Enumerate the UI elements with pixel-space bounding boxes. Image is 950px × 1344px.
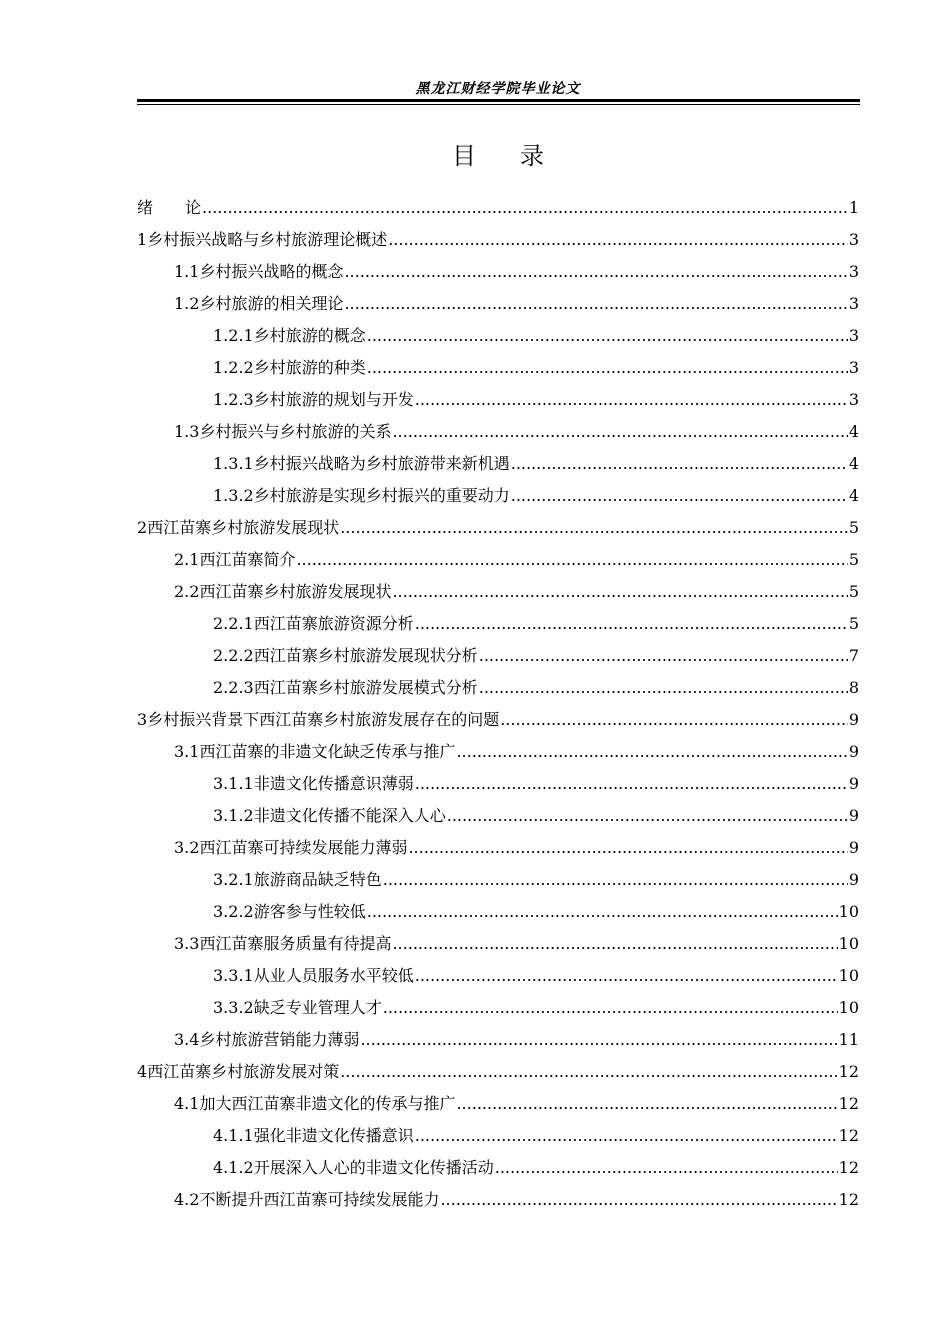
toc-entry[interactable] [137, 480, 859, 512]
toc-entry-label: 游客参与性较低 [253, 902, 366, 921]
toc-dot-leader [392, 928, 837, 960]
running-header: 黑龙江财经学院毕业论文 [415, 81, 581, 97]
toc-entry-label: 非遗文化传播意识薄弱 [253, 774, 414, 793]
toc-dot-leader [202, 192, 848, 224]
toc-entry-page: 4 [848, 486, 859, 505]
toc-dot-leader [456, 736, 847, 768]
toc-entry[interactable] [137, 768, 859, 800]
toc-entry-label: 西江苗寨乡村旅游发展模式分析 [253, 678, 478, 697]
toc-entry-number: 3 [137, 710, 148, 729]
toc-entry-label: 从业人员服务水平较低 [253, 966, 414, 985]
toc-entry-page: 3 [848, 294, 859, 313]
toc-entry-page: 10 [838, 934, 859, 953]
toc-entry[interactable] [137, 896, 859, 928]
toc-entry[interactable] [137, 512, 859, 544]
toc-entry[interactable] [137, 640, 859, 672]
toc-entry[interactable] [137, 384, 859, 416]
toc-entry-label: 西江苗寨可持续发展能力薄弱 [199, 838, 408, 857]
toc-entry-page: 1 [848, 198, 859, 217]
toc-entry-number: 1.2.2 [213, 358, 254, 377]
toc-entry-number: 4 [137, 1062, 148, 1081]
toc-entry-label: 乡村振兴战略与乡村旅游理论概述 [147, 230, 388, 249]
toc-entry-page: 9 [848, 838, 859, 857]
toc-entry-label: 缺乏专业管理人才 [253, 998, 382, 1017]
header-rule-thin [137, 104, 860, 105]
toc-entry-page: 12 [838, 1158, 859, 1177]
toc-entry-page: 12 [838, 1094, 859, 1113]
toc-entry[interactable] [137, 288, 859, 320]
toc-dot-leader [340, 1056, 837, 1088]
toc-entry-page: 5 [848, 614, 859, 633]
toc-entry-label: 加大西江苗寨非遗文化的传承与推广 [199, 1094, 456, 1113]
toc-entry-page: 9 [848, 806, 859, 825]
toc-entry-page: 9 [848, 742, 859, 761]
toc-entry[interactable] [137, 256, 859, 288]
toc-entry[interactable] [137, 992, 859, 1024]
toc-dot-leader [367, 352, 848, 384]
toc-entry-number: 3.3 [174, 934, 200, 953]
toc-entry-label: 乡村振兴背景下西江苗寨乡村旅游发展存在的问题 [147, 710, 500, 729]
toc-entry-label: 乡村旅游的相关理论 [199, 294, 344, 313]
toc-entry[interactable] [137, 1184, 859, 1216]
toc-entry-label: 不断提升西江苗寨可持续发展能力 [199, 1190, 440, 1209]
toc-entry-page: 12 [838, 1126, 859, 1145]
toc-entry-page: 10 [838, 902, 859, 921]
toc-entry[interactable] [137, 544, 859, 576]
toc-entry[interactable] [137, 320, 859, 352]
toc-dot-leader [340, 512, 848, 544]
toc-entry[interactable] [137, 1152, 859, 1184]
toc-entry-label: 乡村旅游营销能力薄弱 [199, 1030, 360, 1049]
toc-dot-leader [344, 256, 847, 288]
toc-entry-page: 9 [848, 774, 859, 793]
toc-entry-label: 乡村旅游的种类 [253, 358, 366, 377]
toc-dot-leader [511, 448, 848, 480]
toc-entry-number: 3.4 [174, 1030, 200, 1049]
toc-dot-leader [392, 576, 847, 608]
toc-entry-page: 10 [838, 966, 859, 985]
toc-title: 目录 [452, 142, 588, 170]
toc-entry[interactable] [137, 736, 859, 768]
toc-entry-page: 8 [848, 678, 859, 697]
toc-entry-label: 非遗文化传播不能深入人心 [253, 806, 446, 825]
toc-entry[interactable] [137, 608, 859, 640]
toc-entry[interactable] [137, 672, 859, 704]
toc-entry[interactable] [137, 1024, 859, 1056]
toc-dot-leader [447, 800, 848, 832]
toc-entry-number: 3.1.1 [213, 774, 254, 793]
toc-entry[interactable] [137, 224, 859, 256]
toc-entry-number: 1.3.1 [213, 454, 254, 473]
toc-entry[interactable] [137, 576, 859, 608]
toc-dot-leader [360, 1024, 837, 1056]
toc-entry[interactable] [137, 928, 859, 960]
toc-entry-page: 5 [848, 550, 859, 569]
toc-entry[interactable] [137, 448, 859, 480]
toc-entry-number: 2.2.3 [213, 678, 254, 697]
toc-entry-page: 5 [848, 582, 859, 601]
toc-entry-number: 1.2.1 [213, 326, 254, 345]
toc-dot-leader [367, 320, 848, 352]
toc-entry-label: 乡村旅游是实现乡村振兴的重要动力 [253, 486, 510, 505]
toc-entry-label: 西江苗寨的非遗文化缺乏传承与推广 [199, 742, 456, 761]
toc-entry-label: 西江苗寨乡村旅游发展现状分析 [253, 646, 478, 665]
toc-entry[interactable] [137, 864, 859, 896]
toc-entry-number: 1.2.3 [213, 390, 254, 409]
toc-entry[interactable] [137, 1088, 859, 1120]
toc-dot-leader [388, 224, 848, 256]
toc-entry-number: 4.1.1 [213, 1126, 254, 1145]
toc-dot-leader [383, 992, 838, 1024]
toc-dot-leader [415, 768, 848, 800]
toc-entry-page: 3 [848, 262, 859, 281]
toc-entry-number: 1.3 [174, 422, 200, 441]
toc-entry-number: 2.1 [174, 550, 200, 569]
toc-entry-page: 9 [848, 710, 859, 729]
toc-entry[interactable] [137, 352, 859, 384]
toc-entry-number: 3.1.2 [213, 806, 254, 825]
toc-entry[interactable] [137, 1120, 859, 1152]
toc-dot-leader [456, 1088, 837, 1120]
toc-entry-label: 强化非遗文化传播意识 [253, 1126, 414, 1145]
toc-entry-label: 乡村振兴战略为乡村旅游带来新机遇 [253, 454, 510, 473]
toc-entry-page: 3 [848, 326, 859, 345]
toc-entry[interactable] [137, 704, 859, 736]
toc-entry-label: 西江苗寨旅游资源分析 [253, 614, 414, 633]
toc-entry-label: 乡村振兴与乡村旅游的关系 [199, 422, 392, 441]
toc-dot-leader [511, 480, 848, 512]
toc-dot-leader [479, 640, 848, 672]
toc-entry-page: 10 [838, 998, 859, 1017]
toc-entry[interactable] [137, 192, 859, 224]
toc-dot-leader [495, 1152, 838, 1184]
toc-entry-page: 3 [848, 230, 859, 249]
toc-entry-label: 乡村振兴战略的概念 [199, 262, 344, 281]
toc-dot-leader [415, 960, 838, 992]
toc-dot-leader [392, 416, 847, 448]
toc-entry-number: 3.2.2 [213, 902, 254, 921]
toc-entry-label: 乡村旅游的概念 [253, 326, 366, 345]
toc-entry-number: 1.3.2 [213, 486, 254, 505]
toc-dot-leader [440, 1184, 837, 1216]
toc-entry-label: 西江苗寨乡村旅游发展对策 [147, 1062, 340, 1081]
toc-entry-page: 4 [848, 454, 859, 473]
toc-dot-leader [383, 864, 848, 896]
toc-entry[interactable] [137, 800, 859, 832]
toc-entry-page: 5 [848, 518, 859, 537]
toc-entry-number: 1 [137, 230, 148, 249]
toc-entry-page: 3 [848, 358, 859, 377]
toc-entry-number: 1.2 [174, 294, 200, 313]
toc-entry-number: 3.1 [174, 742, 200, 761]
toc-entry-number: 3.3.2 [213, 998, 254, 1017]
toc-entry-label: 西江苗寨服务质量有待提高 [199, 934, 392, 953]
toc-entry-page: 12 [838, 1190, 859, 1209]
toc-entry-number: 2.2.1 [213, 614, 254, 633]
toc-entry-number: 4.2 [174, 1190, 200, 1209]
toc-entry[interactable] [137, 416, 859, 448]
toc-entry-number: 3.3.1 [213, 966, 254, 985]
table-of-contents [137, 192, 859, 1216]
toc-entry-number: 2.2 [174, 582, 200, 601]
toc-entry-page: 12 [838, 1062, 859, 1081]
toc-dot-leader [415, 384, 848, 416]
toc-entry-label: 西江苗寨乡村旅游发展现状 [147, 518, 340, 537]
toc-dot-leader [408, 832, 847, 864]
toc-entry-page: 3 [848, 390, 859, 409]
toc-entry-page: 9 [848, 870, 859, 889]
toc-entry-number: 2.2.2 [213, 646, 254, 665]
toc-entry-label: 绪 论 [137, 198, 202, 217]
toc-entry-page: 4 [848, 422, 859, 441]
toc-entry-page: 7 [848, 646, 859, 665]
toc-entry-number: 3.2.1 [213, 870, 254, 889]
toc-dot-leader [367, 896, 838, 928]
toc-dot-leader [500, 704, 848, 736]
toc-entry[interactable] [137, 832, 859, 864]
toc-entry-label: 西江苗寨简介 [199, 550, 296, 569]
toc-entry-number: 2 [137, 518, 148, 537]
toc-dot-leader [296, 544, 847, 576]
toc-dot-leader [344, 288, 847, 320]
toc-entry-number: 4.1 [174, 1094, 200, 1113]
toc-entry-label: 开展深入人心的非遗文化传播活动 [253, 1158, 494, 1177]
toc-entry-label: 旅游商品缺乏特色 [253, 870, 382, 889]
toc-dot-leader [479, 672, 848, 704]
toc-entry-number: 1.1 [174, 262, 200, 281]
toc-dot-leader [415, 608, 848, 640]
toc-entry[interactable] [137, 960, 859, 992]
toc-entry-label: 乡村旅游的规划与开发 [253, 390, 414, 409]
toc-entry[interactable] [137, 1056, 859, 1088]
toc-dot-leader [415, 1120, 838, 1152]
toc-entry-number: 3.2 [174, 838, 200, 857]
header-rule-thick [137, 99, 860, 102]
toc-entry-label: 西江苗寨乡村旅游发展现状 [199, 582, 392, 601]
toc-entry-page: 11 [838, 1030, 859, 1049]
toc-entry-number: 4.1.2 [213, 1158, 254, 1177]
